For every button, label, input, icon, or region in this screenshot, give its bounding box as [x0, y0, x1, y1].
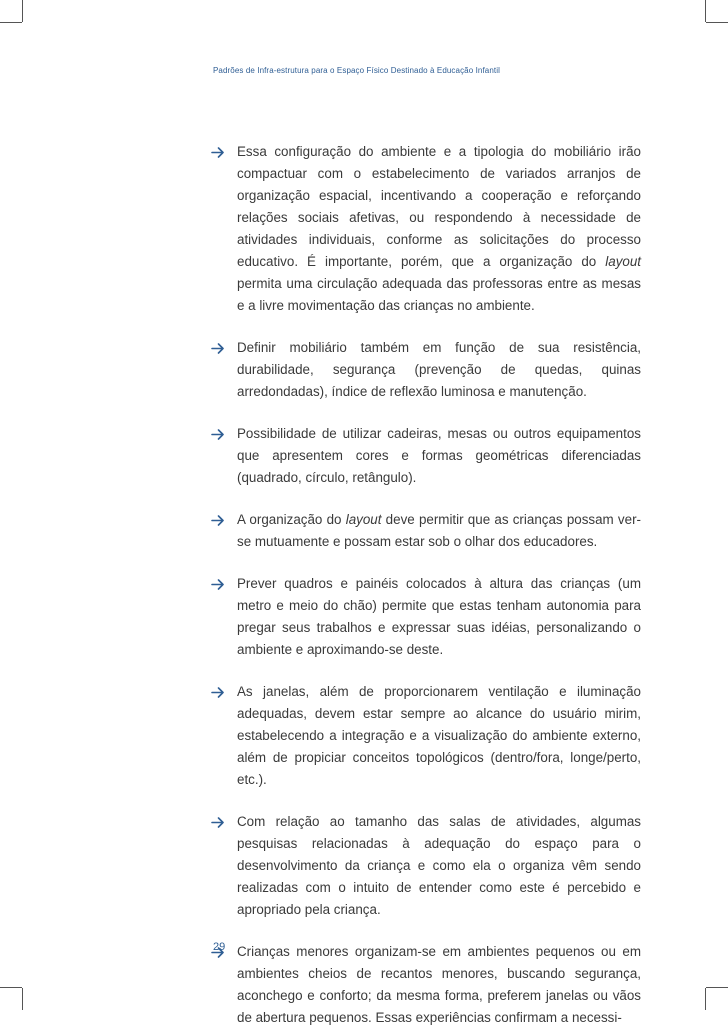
- bullet-item: [211, 941, 641, 1029]
- arrow-right-icon: [211, 141, 225, 163]
- bullet-text: As janelas, além de proporcionarem ventilação e iluminação adequadas, devem estar sempre ao alcance do usuário mirim, estabelecendo a integração e a visualização do ambiente externo, além de propiciar conceitos topológicos (dentro/fora, longe/perto, etc.).: [237, 684, 641, 787]
- arrow-right-icon: [211, 573, 225, 595]
- running-header: Padrões de Infra-estrutura para o Espaço Físico Destinado à Educação Infantil: [213, 66, 500, 75]
- bullet-item: [211, 509, 641, 553]
- bullet-item: [211, 423, 641, 489]
- bullet-item: [211, 811, 641, 921]
- arrow-right-icon: [211, 337, 225, 359]
- crop-mark-top-right-horizontal: [706, 22, 728, 23]
- crop-mark-bottom-right-vertical: [705, 988, 706, 1010]
- bullet-text: Prever quadros e painéis colocados à altura das crianças (um metro e meio do chão) permite que estas tenham autonomia para pregar seus trabalhos e expressar suas idéias, personalizando o ambiente e aproximando-se deste.: [237, 576, 641, 657]
- bullet-list: [211, 141, 641, 1029]
- crop-mark-top-right-vertical: [705, 0, 706, 22]
- bullet-text: A organização do layout deve permitir que as crianças possam ver-se mutuamente e possam estar sob o olhar dos educadores.: [237, 512, 641, 549]
- bullet-item: [211, 573, 641, 661]
- bullet-item: [211, 141, 641, 317]
- crop-mark-bottom-right-horizontal: [706, 987, 728, 988]
- arrow-right-icon: [211, 509, 225, 531]
- crop-mark-top-left-horizontal: [0, 22, 22, 23]
- bullet-item: [211, 337, 641, 403]
- bullet-text: Essa configuração do ambiente e a tipologia do mobiliário irão compactuar com o estabelecimento de variados arranjos de organização espacial, incentivando a cooperação e reforçando relações sociais afetivas, ou respondendo à necessidade de atividades individuais, conforme as solicitações do processo educativo. É importante, porém, que a organização do layout permita uma circulação adequada das professoras entre as mesas e a livre movimentação das crianças no ambiente.: [237, 144, 641, 313]
- bullet-text: Possibilidade de utilizar cadeiras, mesas ou outros equipamentos que apresentem cores e formas geométricas diferenciadas (quadrado, círculo, retângulo).: [237, 426, 641, 485]
- arrow-right-icon: [211, 811, 225, 833]
- bullet-text: Com relação ao tamanho das salas de atividades, algumas pesquisas relacionadas à adequação do espaço para o desenvolvimento da criança e como ela o organiza vêm sendo realizadas com o intuito de entender como este é percebido e apropriado pela criança.: [237, 814, 641, 917]
- crop-mark-bottom-left-vertical: [22, 988, 23, 1010]
- bullet-text: Crianças menores organizam-se em ambientes pequenos ou em ambientes cheios de recantos menores, buscando segurança, aconchego e conforto; da mesma forma, preferem janelas ou vãos de abertura pequenos. Essas experiências confirmam a necessi-: [237, 944, 641, 1025]
- arrow-right-icon: [211, 423, 225, 445]
- bullet-item: [211, 681, 641, 791]
- crop-mark-bottom-left-horizontal: [0, 987, 22, 988]
- bullet-text: Definir mobiliário também em função de sua resistência, durabilidade, segurança (prevenção de quedas, quinas arredondadas), índice de reflexão luminosa e manutenção.: [237, 340, 641, 399]
- arrow-right-icon: [211, 681, 225, 703]
- crop-mark-top-left-vertical: [22, 0, 23, 22]
- page-number: 29: [213, 941, 226, 953]
